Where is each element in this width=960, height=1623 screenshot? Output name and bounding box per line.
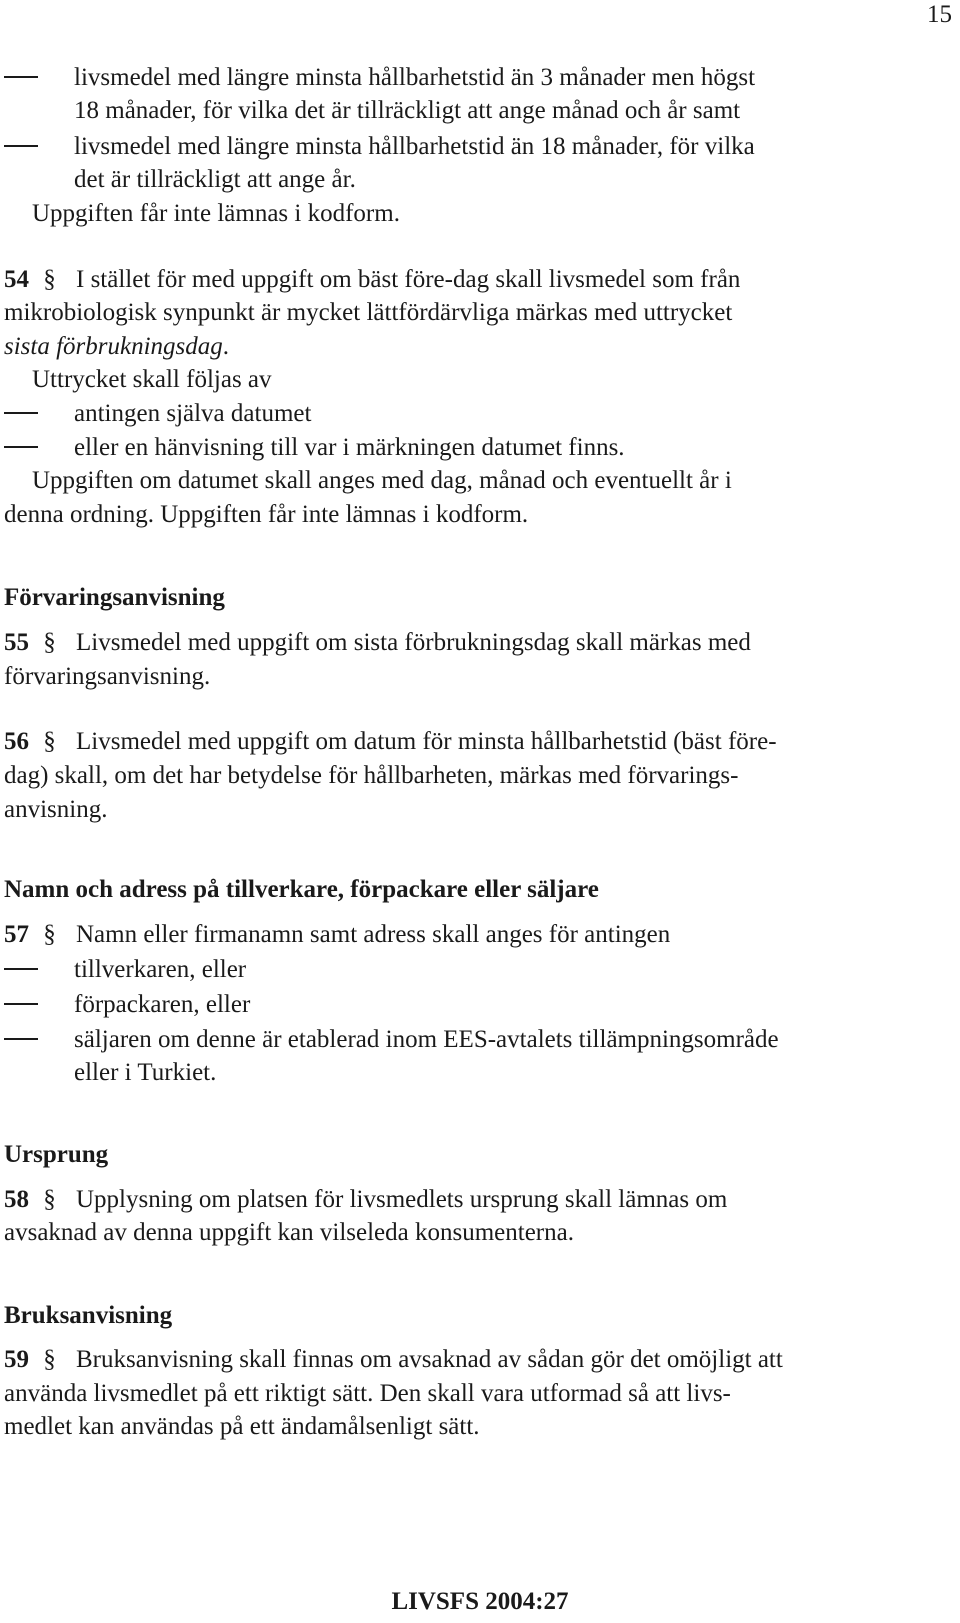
italic-term: sista förbrukningsdag — [4, 333, 223, 360]
paragraph-text: Livsmedel med uppgift om sista förbrukningsdag skall märkas med — [76, 629, 751, 656]
bullet-dash — [4, 446, 38, 448]
paragraph-text: Uppgiften får inte lämnas i kodform. — [32, 200, 400, 227]
paragraph-text: . — [222, 333, 230, 360]
section-sign: § — [43, 1186, 56, 1213]
bullet-dash — [4, 145, 38, 147]
bullet-text: förpackaren, eller — [74, 991, 251, 1018]
paragraph-number: 54 — [4, 266, 29, 293]
paragraph-text: använda livsmedlet på ett riktigt sätt. Den skall vara utformad så att livs- — [4, 1380, 731, 1407]
section-heading: Bruksanvisning — [4, 1302, 173, 1329]
paragraph-number: 56 — [4, 728, 29, 755]
paragraph-number: 59 — [4, 1346, 29, 1373]
bullet-text-cont: eller i Turkiet. — [74, 1059, 217, 1086]
bullet-text-cont: 18 månader, för vilka det är tillräckligt att ange månad och år samt — [74, 97, 741, 124]
section-heading: Ursprung — [4, 1141, 109, 1168]
bullet-text-cont: det är tillräckligt att ange år. — [74, 166, 356, 193]
section-sign: § — [43, 921, 56, 948]
paragraph-58 — [4, 1185, 727, 1215]
section-heading: Förvaringsanvisning — [4, 584, 225, 611]
paragraph-59 — [4, 1345, 783, 1375]
paragraph-text: Livsmedel med uppgift om datum för minsta hållbarhetstid (bäst före- — [76, 728, 777, 755]
section-sign: § — [43, 1346, 56, 1373]
bullet-text: antingen själva datumet — [74, 400, 312, 427]
paragraph-text: Namn eller firmanamn samt adress skall anges för antingen — [76, 921, 671, 948]
bullet-dash — [4, 1003, 38, 1005]
bullet-text: säljaren om denne är etablerad inom EES-avtalets tillämpningsområde — [74, 1026, 779, 1053]
paragraph-text: dag) skall, om det har betydelse för hållbarheten, märkas med förvarings- — [4, 762, 739, 789]
paragraph-text: Bruksanvisning skall finnas om avsaknad av sådan gör det omöjligt att — [76, 1346, 783, 1373]
section-sign: § — [43, 266, 56, 293]
paragraph-text: Uppgiften om datumet skall anges med dag, månad och eventuellt år i — [32, 467, 732, 494]
page-number: 15 — [927, 1, 952, 28]
paragraph-text: denna ordning. Uppgiften får inte lämnas i kodform. — [4, 501, 529, 528]
footer-document-id: LIVSFS 2004:27 — [391, 1588, 569, 1615]
paragraph-text: Upplysning om platsen för livsmedlets ursprung skall lämnas om — [76, 1186, 728, 1213]
paragraph-text-line — [4, 332, 229, 362]
section-sign: § — [43, 728, 56, 755]
bullet-text: livsmedel med längre minsta hållbarhetstid än 3 månader men högst — [74, 64, 756, 91]
bullet-dash — [4, 412, 38, 414]
bullet-dash — [4, 76, 38, 78]
paragraph-57 — [4, 920, 670, 950]
section-heading: Namn och adress på tillverkare, förpackare eller säljare — [4, 876, 599, 903]
paragraph-text: Uttrycket skall följas av — [32, 366, 272, 393]
paragraph-number: 58 — [4, 1186, 29, 1213]
bullet-text: livsmedel med längre minsta hållbarhetstid än 18 månader, för vilka — [74, 133, 755, 160]
bullet-dash — [4, 968, 38, 970]
paragraph-54 — [4, 265, 740, 295]
section-sign: § — [43, 629, 56, 656]
paragraph-55 — [4, 628, 751, 658]
paragraph-number: 57 — [4, 921, 29, 948]
paragraph-number: 55 — [4, 629, 29, 656]
paragraph-text: I stället för med uppgift om bäst före-dag skall livsmedel som från — [76, 266, 741, 293]
paragraph-56 — [4, 727, 777, 757]
paragraph-text: mikrobiologisk synpunkt är mycket lättfördärvliga märkas med uttrycket — [4, 299, 733, 326]
paragraph-text: förvaringsanvisning. — [4, 663, 211, 690]
paragraph-text: medlet kan användas på ett ändamålsenligt sätt. — [4, 1413, 480, 1440]
bullet-dash — [4, 1038, 38, 1040]
paragraph-text: anvisning. — [4, 796, 108, 823]
bullet-text: eller en hänvisning till var i märkningen datumet finns. — [74, 434, 625, 461]
paragraph-text: avsaknad av denna uppgift kan vilseleda konsumenterna. — [4, 1219, 574, 1246]
bullet-text: tillverkaren, eller — [74, 956, 247, 983]
